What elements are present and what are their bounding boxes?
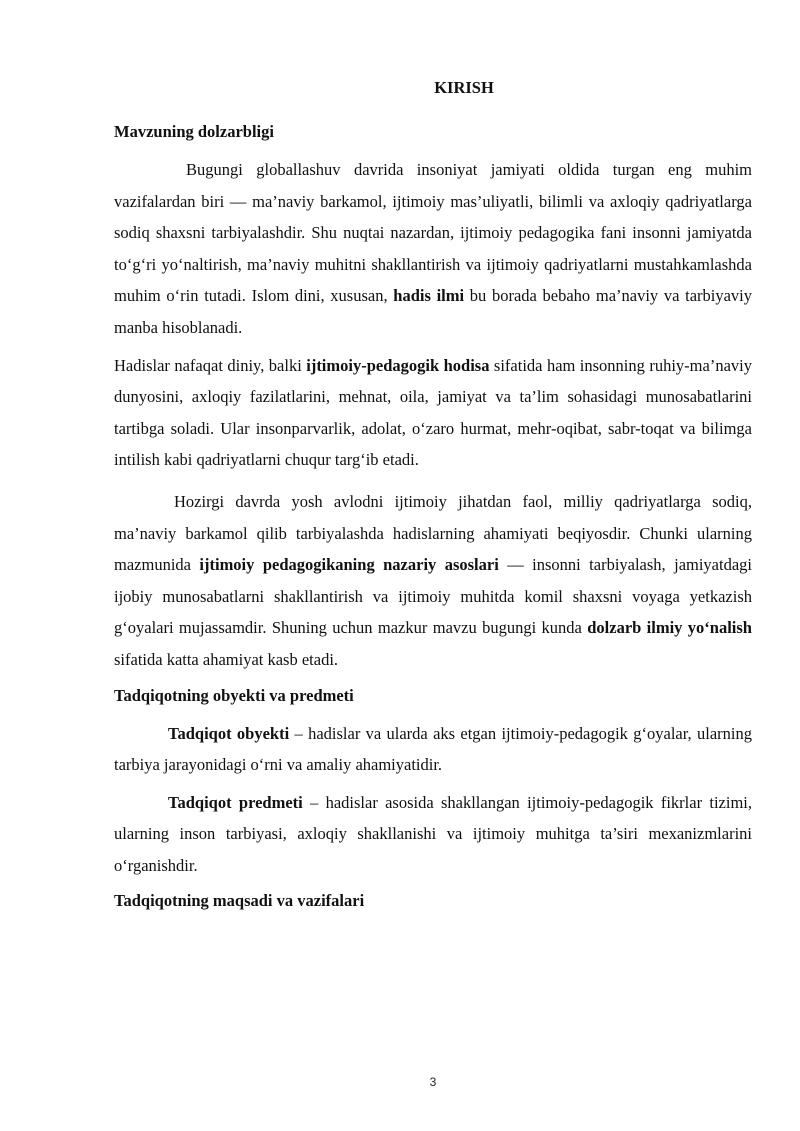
bold-term-social-pedagogical: ijtimoiy-pedagogik hodisa <box>306 355 490 375</box>
bold-term-theory: ijtimoiy pedagogikaning nazariy asoslari <box>199 555 499 575</box>
text-run: — insonni tarbiyalash, jamiyatdagi ijobiy munosabatlarni shakllantirish va ijtimoiy muhitda komil shaxsni voyaga yetkazish g‘oyalari mujassamdir. Shuning uchun mazkur mavzu bugungi kunda <box>114 555 752 638</box>
text-run: Hadislar nafaqat diniy, balki <box>114 355 307 375</box>
paragraph-object <box>114 718 752 781</box>
bold-term-object: Tadqiqot obyekti <box>168 723 290 743</box>
section-heading-relevance: Mavzuning dolzarbligi <box>114 122 274 141</box>
section-heading-goals: Tadqiqotning maqsadi va vazifalari <box>114 891 365 911</box>
paragraph-relevance-1 <box>114 154 752 344</box>
paragraph-relevance-3 <box>114 486 752 676</box>
text-run: Bugungi globallashuv davrida insoniyat jamiyati oldida turgan eng muhim vazifalardan biri — ma’naviy barkamol, ijtimoiy mas’uliyatli, bilimli va axloqiy qadriyatlarga sodiq shaxsni tarbiyalashdir. Shu nuqtai nazardan, ijtimoiy pedagogika fani insonni jamiyatda to‘g‘ri yo‘naltirish, ma’naviy muhitni shakllantirish va ijtimoiy qadriyatlarni mustahkamlashda muhim o‘rin tutadi. Islom dini, xususan, <box>114 160 752 306</box>
text-run: sifatida ham insonning ruhiy-ma’naviy dunyosini, axloqiy fazilatlarini, mehnat, oila, jamiyat va ta’lim sohasidagi munosabatlarini tartibga soladi. Ular insonparvarlik, adolat, o‘zaro hurmat, mehr-oqibat, sabr-toqat va bilimga intilish kabi qadriyatlarni chuqur targ‘ib etadi. <box>114 355 752 470</box>
bold-term-relevant-direction: dolzarb ilmiy yo‘nalish <box>587 618 752 638</box>
page-content <box>114 74 752 923</box>
text-run: Hozirgi davrda yosh avlodni ijtimoiy jihatdan faol, milliy qadriyatlarga sodiq, ma’naviy barkamol qilib tarbiyalashda hadislarning ahamiyati beqiyosdir. Chunki ularning mazmunida <box>114 491 752 575</box>
text-run: sifatida katta ahamiyat kasb etadi. <box>114 649 339 669</box>
paragraph-relevance-2 <box>114 350 752 476</box>
text-run: – hadislar asosida shakllangan ijtimoiy-pedagogik fikrlar tizimi, ularning inson tarbiyasi, axloqiy shakllanishi va ijtimoiy muhitga ta’siri mexanizmlarini o‘rganishdir. <box>114 792 752 875</box>
paragraph-subject <box>114 787 752 882</box>
bold-term-subject: Tadqiqot predmeti <box>168 792 303 812</box>
section-heading-object-subject: Tadqiqotning obyekti va predmeti <box>114 685 354 705</box>
bold-term-hadis-ilmi: hadis ilmi <box>393 286 465 306</box>
page-title: KIRISH <box>434 78 494 97</box>
text-run: bu borada bebaho ma’naviy va tarbiyaviy manba hisoblanadi. <box>114 286 752 337</box>
text-run: – hadislar va ularda aks etgan ijtimoiy-pedagogik g‘oyalar, ularning tarbiya jarayonidagi o‘rni va amaliy ahamiyatidir. <box>114 723 752 775</box>
page-number: 3 <box>429 1075 437 1089</box>
